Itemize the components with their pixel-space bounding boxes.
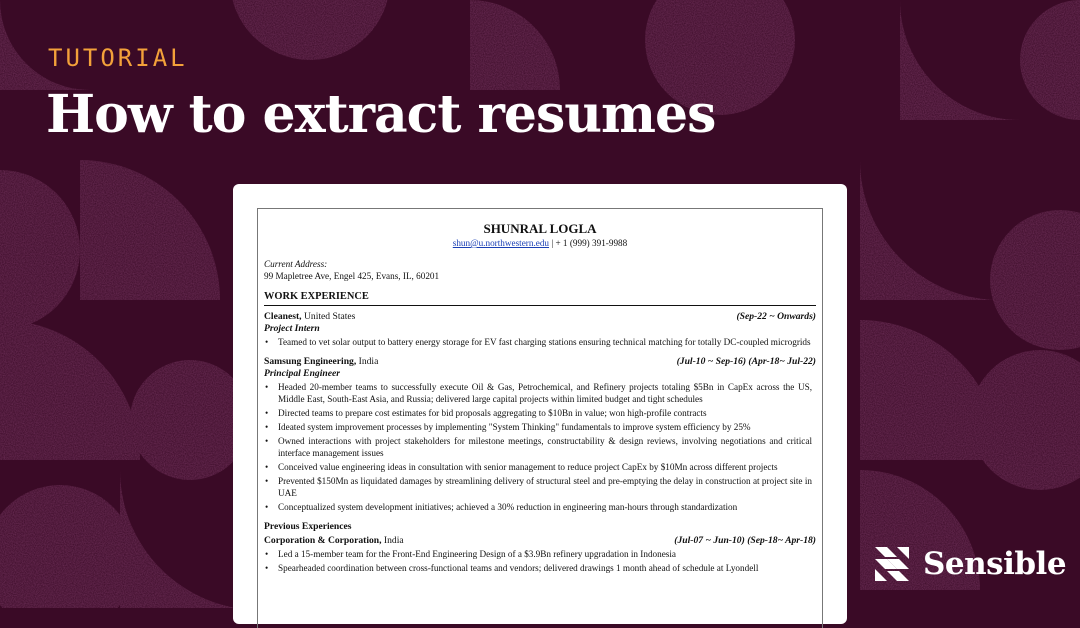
bullet-item: • Ideated system improvement processes by implementing "System Thinking" fundamentals to improve system efficiency by 25% (264, 422, 816, 434)
bullet-item: • Headed 20-member teams to successfully execute Oil & Gas, Petrochemical, and Refinery projects totaling $5Bn in CapEx across the US, Middle East, South-East Asia, and Russia; delivered large capital projects within limited budget and tight schedules (264, 382, 816, 406)
sensible-logo-text: Sensible (923, 546, 1067, 582)
bullet-item: • Teamed to vet solar output to battery energy storage for EV fast charging stations ensuring technical matching for totally DC-coupled microgrids (264, 337, 816, 349)
bullet-item: • Conceived value engineering ideas in consultation with senior management to reduce project CapEx by $10Mn across different projects (264, 462, 816, 474)
resume-phone: | + 1 (999) 391-9988 (549, 238, 628, 248)
sensible-logo (873, 545, 1066, 583)
address-text: 99 Mapletree Ave, Engel 425, Evans, IL, 60201 (264, 271, 440, 281)
job-org: Samsung Engineering, (264, 355, 357, 367)
bullet-item: • Led a 15-member team for the Front-End Engineering Design of a $3.9Bn refinery upgradation in Indonesia (264, 549, 816, 561)
bullet-item: • Directed teams to prepare cost estimates for bid proposals aggregating to $10Bn in value; won high-profile contracts (264, 408, 816, 420)
job-role: Principal Engineer (264, 367, 340, 379)
job-org: Corporation & Corporation, (264, 535, 382, 547)
bullet-item: • Owned interactions with project stakeholders for milestone meetings, constructability & design reviews, involving negotiations and critical interface management issues (264, 436, 816, 460)
job-dates: (Jul-07 ~ Jun-10) (Sep-18~ Apr-18) (674, 535, 816, 547)
resume-document (257, 208, 823, 628)
bullet-item: • Prevented $150Mn as liquidated damages by streamlining delivery of structural steel and pre-emptying the delay in construction at project site in UAE (264, 476, 816, 500)
resume-card (233, 184, 847, 624)
previous-experiences-heading: Previous Experiences (264, 521, 352, 533)
bullet-item: • Spearheaded coordination between cross-functional teams and vendors; delivered drawings 1 month ahead of schedule at Lyondell (264, 563, 816, 575)
resume-contact (264, 237, 816, 249)
work-experience-heading: WORK EXPERIENCE (264, 290, 816, 306)
job-bullets (264, 337, 816, 349)
job-dates: (Sep-22 ~ Onwards) (736, 311, 816, 322)
job-dates: (Jul-10 ~ Sep-16) (Apr-18~ Jul-22) (676, 355, 816, 367)
job-location: United States (301, 311, 356, 322)
job-location: India (356, 355, 379, 367)
tutorial-eyebrow: TUTORIAL (48, 44, 188, 72)
resume-name: SHUNRAL LOGLA (483, 221, 597, 236)
address-label: Current Address: (264, 259, 328, 269)
job-location: India (381, 535, 404, 547)
job-role: Project Intern (264, 323, 320, 334)
job-org: Cleanest, (264, 311, 302, 322)
headline: How to extract resumes (46, 84, 716, 145)
resume-email-link[interactable]: shun@u.northwestern.edu (452, 238, 550, 248)
job-header (264, 534, 816, 547)
sensible-logo-icon (873, 545, 911, 583)
job-header (264, 355, 816, 368)
job-header (264, 310, 816, 323)
bullet-item: • Conceptualized system development initiatives; achieved a 30% reduction in engineering man-hours through standardization (264, 502, 816, 514)
job-bullets (264, 549, 816, 575)
job-bullets (264, 382, 816, 514)
